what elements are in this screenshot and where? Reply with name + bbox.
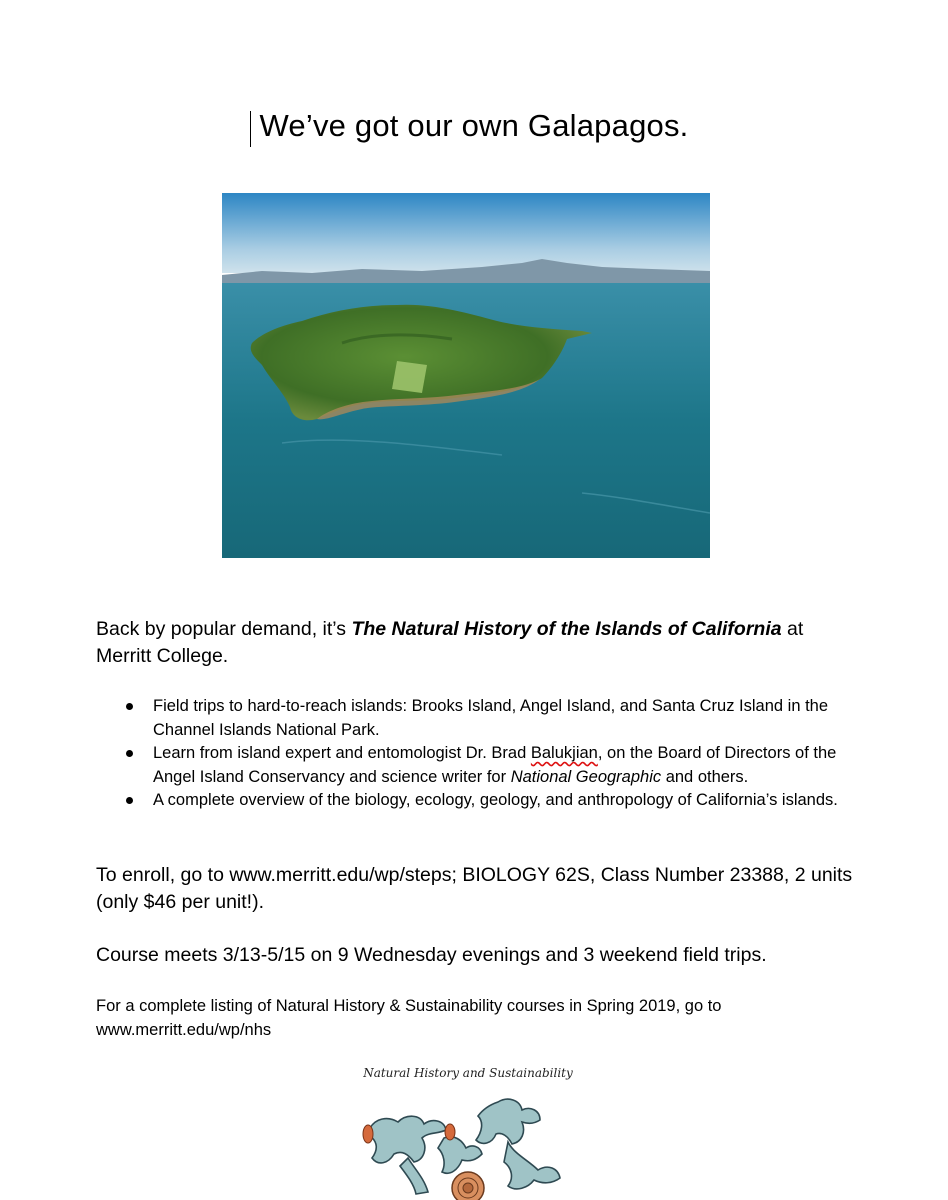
list-item [96, 789, 856, 813]
island-aerial-photo [222, 193, 710, 558]
enroll-paragraph: To enroll, go to www.merritt.edu/wp/steps; BIOLOGY 62S, Class Number 23388, 2 units (only $46 per unit!). [96, 864, 853, 913]
publication-name: National Geographic [510, 767, 662, 786]
bullet-text: Learn from island expert and entomologist Dr. Brad [153, 744, 531, 762]
intro-paragraph [96, 616, 856, 670]
text-cursor [250, 111, 251, 147]
schedule-paragraph: Course meets 3/13-5/15 on 9 Wednesday evenings and 3 weekend field trips. [96, 944, 767, 966]
bullet-text: , on the Board of Directors of the Angel Island Conservancy and science writer for [153, 744, 837, 786]
program-logo [358, 1066, 578, 1200]
course-name: The Natural History of the Islands of California [351, 618, 782, 640]
page-title: We’ve got our own Galapagos. [259, 108, 689, 143]
listing-paragraph: For a complete listing of Natural History & Sustainability courses in Spring 2019, go to www.merritt.edu/wp/nhs [96, 997, 722, 1039]
coral-illustration-icon [358, 1088, 578, 1200]
bullet-text: and others. [661, 767, 749, 786]
spellcheck-word[interactable]: Balukjian [530, 744, 598, 762]
feature-list [96, 695, 856, 813]
bullet-text: Field trips to hard-to-reach islands: Brooks Island, Angel Island, and Santa Cruz Island in the Channel Islands National Park. [153, 697, 829, 739]
logo-caption: Natural History and Sustainability [363, 1066, 573, 1080]
intro-text-after: at Merritt College. [96, 618, 804, 667]
list-item [96, 695, 856, 742]
list-item [96, 742, 856, 789]
intro-text-before: Back by popular demand, it’s [96, 618, 352, 640]
bullet-text: A complete overview of the biology, ecology, geology, and anthropology of California’s islands. [153, 791, 838, 809]
